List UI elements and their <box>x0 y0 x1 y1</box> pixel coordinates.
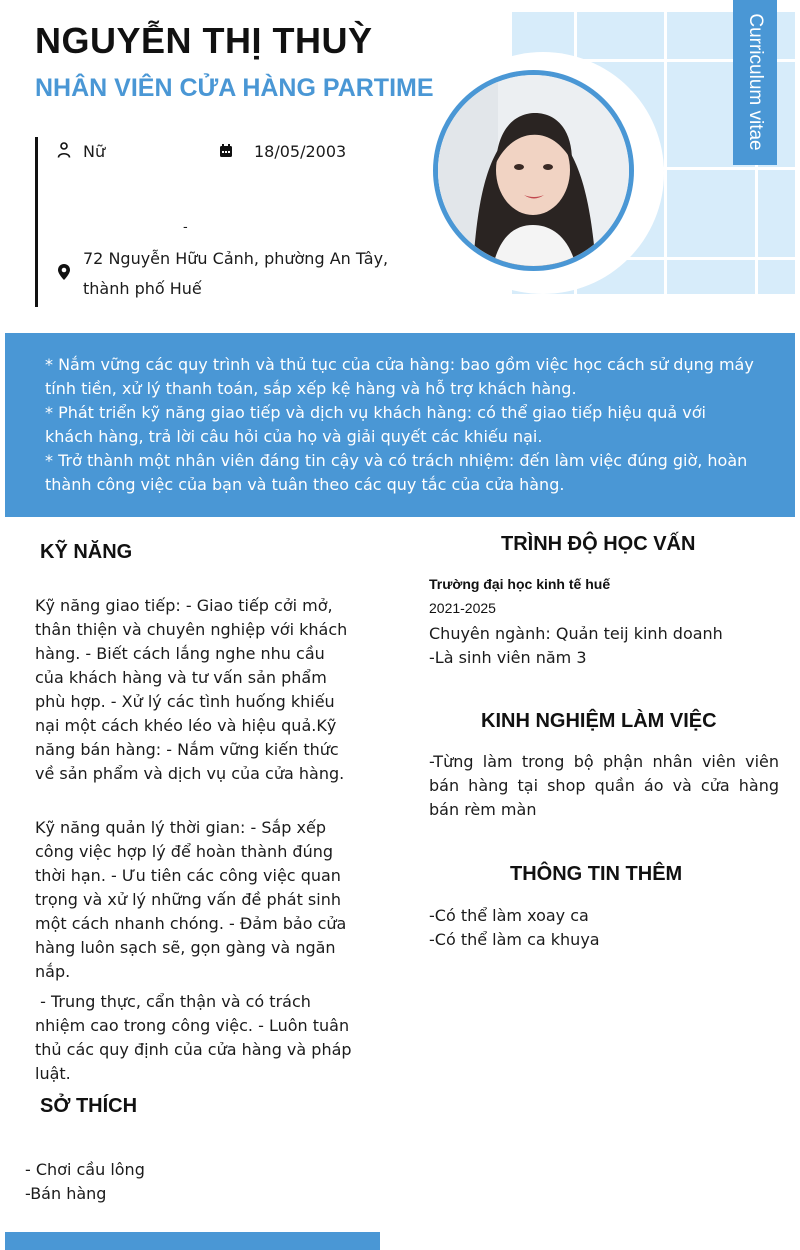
extra-info-item: -Có thể làm ca khuya <box>429 930 600 949</box>
skills-heading: KỸ NĂNG <box>40 541 133 563</box>
gender-value: Nữ <box>83 142 106 161</box>
hobby-item: -Bán hàng <box>25 1184 107 1203</box>
study-status: -Là sinh viên năm 3 <box>429 648 587 667</box>
study-years: 2021-2025 <box>429 600 496 616</box>
candidate-name: NGUYỄN THỊ THUỲ <box>35 20 373 61</box>
info-separator: - <box>183 220 188 235</box>
profile-photo <box>438 75 629 266</box>
objective-line: * Trở thành một nhân viên đáng tin cậy và có trách nhiệm: đến làm việc đúng giờ, hoàn thành công việc của bạn và tuân theo các quy tắc của cửa hàng. <box>45 451 748 494</box>
footer-accent-bar <box>5 1232 380 1250</box>
person-icon <box>57 142 71 158</box>
extra-info-item: -Có thể làm xoay ca <box>429 906 589 925</box>
school-name: Trường đại học kinh tế huế <box>429 576 611 592</box>
skill-paragraph: - Trung thực, cẩn thận và có trách nhiệm cao trong công việc. - Luôn tuân thủ các quy định của cửa hàng và pháp luật. <box>35 992 357 1083</box>
objective-line: * Nắm vững các quy trình và thủ tục của cửa hàng: bao gồm việc học cách sử dụng máy tính tiền, xử lý thanh toán, sắp xếp kệ hàng và hỗ trợ khách hàng. <box>45 355 754 398</box>
career-objective <box>5 333 795 517</box>
curriculum-vitae-tab <box>733 0 777 165</box>
cv-label: Curriculum vitae <box>745 13 766 151</box>
objective-line: * Phát triển kỹ năng giao tiếp và dịch vụ khách hàng: có thể giao tiếp hiệu quả với khách hàng, trả lời câu hỏi của họ và giải quyết các khiếu nại. <box>45 403 706 446</box>
education-heading: TRÌNH ĐỘ HỌC VẤN <box>501 533 696 555</box>
extra-info-heading: THÔNG TIN THÊM <box>510 863 683 885</box>
skill-paragraph: Kỹ năng giao tiếp: - Giao tiếp cởi mở, thân thiện và chuyên nghiệp với khách hàng. - Biết cách lắng nghe nhu cầu của khách hàng và tư vấn sản phẩm phù hợp. - Xử lý các tình huống khiếu nại một cách khéo léo và hiệu quả.Kỹ năng bán hàng: - Nắm vững kiến thức về sản phẩm và dịch vụ của cửa hàng. <box>35 596 348 783</box>
address-value: 72 Nguyễn Hữu Cảnh, phường An Tây, thành phố Huế <box>83 249 389 298</box>
hobby-item: - Chơi cầu lông <box>25 1160 145 1179</box>
job-title: NHÂN VIÊN CỬA HÀNG PARTIME <box>35 74 434 102</box>
location-pin-icon <box>57 263 71 279</box>
skill-paragraph: Kỹ năng quản lý thời gian: - Sắp xếp công việc hợp lý để hoàn thành đúng thời hạn. - Ưu tiên các công việc quan trọng và xử lý những vấn đề phát sinh một cách nhanh chóng. - Đảm bảo cửa hàng luôn sạch sẽ, gọn gàng và ngăn nắp. <box>35 818 347 981</box>
major: Chuyên ngành: Quản teij kinh doanh <box>429 624 723 643</box>
hobbies-heading: SỞ THÍCH <box>40 1095 138 1117</box>
birthdate-value: 18/05/2003 <box>254 142 347 161</box>
info-divider <box>35 137 38 307</box>
experience-heading: KINH NGHIỆM LÀM VIỆC <box>481 710 717 732</box>
experience-text: -Từng làm trong bộ phận nhân viên viên bán hàng tại shop quần áo và cửa hàng bán rèm màn <box>429 752 779 819</box>
calendar-icon <box>219 143 233 159</box>
